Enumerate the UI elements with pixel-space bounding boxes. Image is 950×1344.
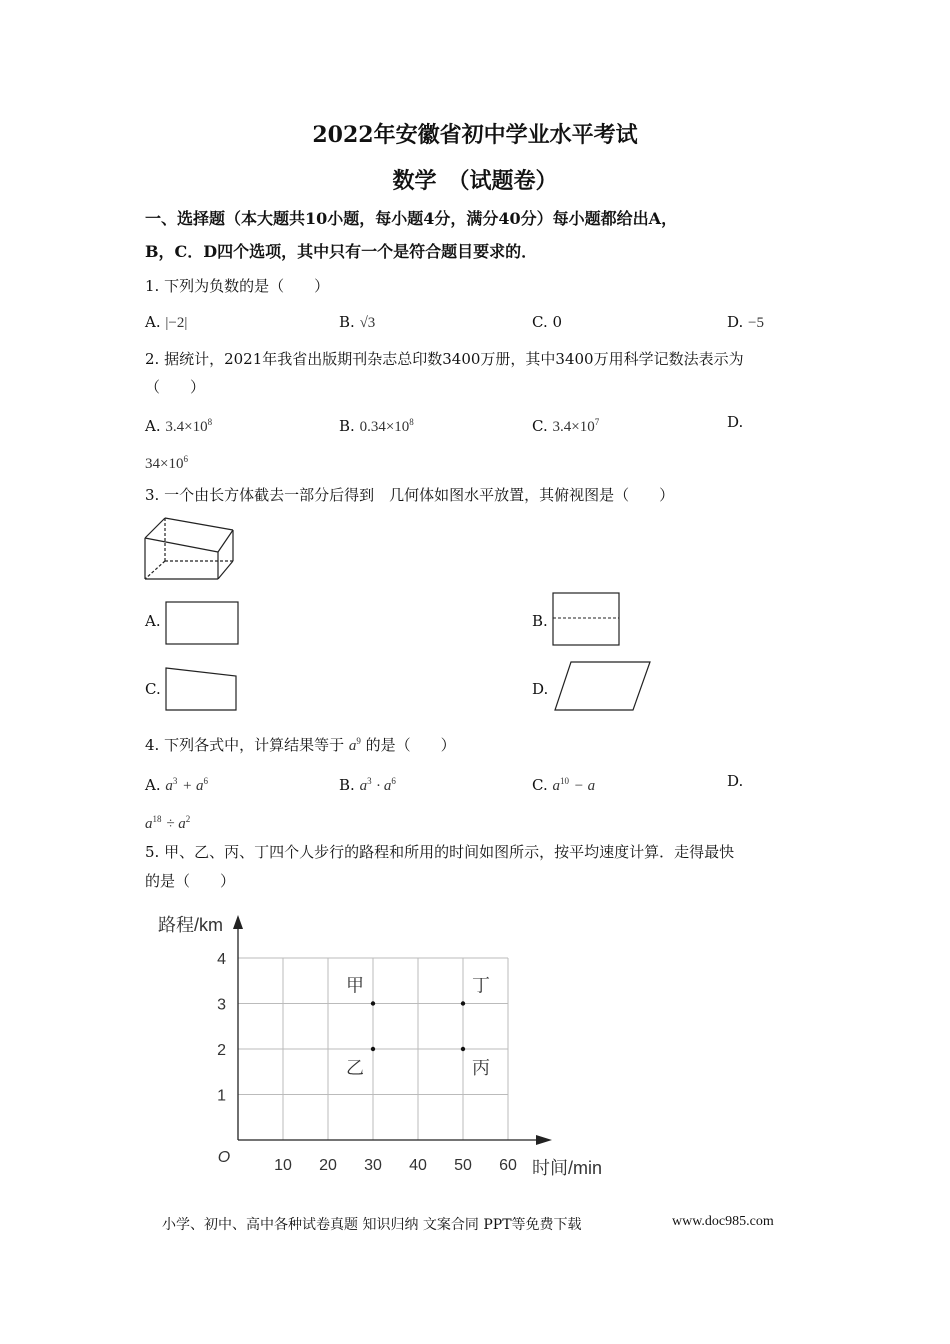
y-tick-label: 2 <box>217 1042 226 1059</box>
x-tick-label: 20 <box>319 1157 337 1174</box>
data-point <box>371 1001 375 1005</box>
x-tick-label: 60 <box>499 1157 517 1174</box>
data-point-label: 乙 <box>346 1058 364 1079</box>
q4-option-d-exp2: 2 <box>185 814 191 824</box>
q4-option-d-base2: ÷ a <box>166 816 186 832</box>
q4-option-c-tail: − a <box>573 778 596 794</box>
distance-time-chart <box>150 905 620 1185</box>
q4-option-a-base1: a <box>165 778 173 794</box>
q1-option-a-expr: |−2| <box>165 315 188 331</box>
q2-option-b-label: B. <box>339 417 355 435</box>
q2-option-a <box>145 413 212 436</box>
q4-option-c <box>532 772 595 795</box>
q4-option-c-base1: a <box>552 778 560 794</box>
x-tick-label: 10 <box>274 1157 292 1174</box>
q2-option-c <box>532 413 599 436</box>
q4-option-b-exp1: 3 <box>367 776 372 786</box>
q4-option-d-base1: a <box>145 816 153 832</box>
q4-option-c-exp1: 10 <box>560 776 569 786</box>
q3-solid-figure <box>140 512 240 584</box>
q5-stem-line1: 5. 甲、乙、丙、丁四个人步行的路程和所用的时间如图所示，按平均速度计算．走得最快 <box>145 843 735 861</box>
q2-option-c-label: C. <box>532 417 548 435</box>
q3-option-c-figure <box>164 666 240 712</box>
y-tick-label: 3 <box>217 996 226 1014</box>
q1-option-a <box>145 313 187 332</box>
q1-option-b-expr: √3 <box>359 315 376 331</box>
y-axis-arrow <box>233 915 243 929</box>
q4-option-d <box>145 810 190 833</box>
q1-option-d <box>727 313 764 332</box>
q4-option-b-base2: · a <box>376 778 392 794</box>
q1-option-b-label: B. <box>339 313 355 331</box>
q2-option-b <box>339 413 414 436</box>
y-axis-label: 路程/km <box>158 915 223 935</box>
q2-option-a-base: 3.4×10 <box>165 419 208 435</box>
q4-option-b-label: B. <box>339 776 355 794</box>
q4-option-b-base1: a <box>359 778 368 794</box>
data-point-label: 丙 <box>472 1058 490 1079</box>
footer-ad-text: 小学、初中、高中各种试卷真题 知识归纳 文案合同 PPT等免费下载 <box>162 1217 582 1233</box>
data-point-label: 甲 <box>346 975 364 997</box>
q2-option-a-label: A. <box>145 417 161 435</box>
q3-option-a-label: A. <box>145 612 161 630</box>
q4-stem-pre: 4. 下列各式中，计算结果等于 <box>145 736 345 754</box>
q2-option-b-base: 0.34×10 <box>359 419 410 435</box>
q4-stem-var: a <box>348 738 357 754</box>
x-tick-label: 50 <box>454 1157 472 1174</box>
q1-option-a-label: A. <box>145 313 161 331</box>
page-subtitle: 数学 （试题卷） <box>392 168 558 194</box>
q2-option-d-exp: 6 <box>183 454 188 464</box>
q4-option-a-base2: + a <box>182 778 204 794</box>
q4-stem-post: 的是（ ） <box>365 736 456 754</box>
q2-option-c-base: 3.4×10 <box>552 419 595 435</box>
q4-stem-exp: 9 <box>356 736 361 746</box>
x-axis-label: 时间/min <box>532 1158 603 1178</box>
q4-option-a-exp1: 3 <box>172 776 178 786</box>
q1-option-d-label: D. <box>727 313 744 331</box>
q2-option-d-base: 34×10 <box>145 456 184 472</box>
section-heading-line1: 一、选择题（本大题共10小题，每小题4分，满分40分）每小题都给出A， <box>145 209 678 228</box>
data-point <box>461 1047 465 1051</box>
q2-option-a-exp: 8 <box>207 417 213 427</box>
origin-label: O <box>217 1149 231 1166</box>
q4-option-c-label: C. <box>532 776 548 794</box>
q3-option-a-figure <box>164 600 240 646</box>
q4-option-d-label: D. <box>727 772 744 790</box>
q5-stem-line2: 的是（ ） <box>145 872 236 890</box>
q2-stem-line1: 2. 据统计，2021年我省出版期刊杂志总印数3400万册，其中3400万用科学记数法表示为 <box>145 350 744 368</box>
q4-option-b-exp2: 6 <box>391 776 396 786</box>
data-point <box>371 1047 375 1051</box>
x-tick-label: 40 <box>409 1157 427 1174</box>
q4-option-a-label: A. <box>145 776 161 794</box>
footer-url: www.doc985.com <box>672 1214 774 1229</box>
y-tick-label: 1 <box>217 1087 226 1105</box>
section-heading-line2: B，C．D四个选项，其中只有一个是符合题目要求的． <box>145 242 538 261</box>
q1-stem: 1. 下列为负数的是（ ） <box>145 277 330 295</box>
q4-option-a <box>145 772 208 795</box>
q4-option-b <box>339 772 396 795</box>
q3-option-b-label: B. <box>532 612 548 630</box>
data-point-label: 丁 <box>472 975 490 997</box>
q3-option-b-figure <box>551 591 621 647</box>
q2-option-c-exp: 7 <box>594 417 600 427</box>
x-axis-arrow <box>536 1135 552 1145</box>
data-point <box>461 1001 465 1005</box>
q3-stem: 3. 一个由长方体截去一部分后得到 几何体如图水平放置，其俯视图是（ ） <box>145 486 675 504</box>
q1-option-b <box>339 313 375 332</box>
q1-option-d-expr: −5 <box>748 315 765 331</box>
q2-option-b-exp: 8 <box>409 417 414 427</box>
q4-option-a-exp2: 6 <box>203 776 209 786</box>
q2-option-d-label: D. <box>727 413 744 431</box>
q4-stem <box>145 732 456 755</box>
q4-option-d-exp1: 18 <box>152 814 162 824</box>
x-tick-label: 30 <box>364 1157 382 1174</box>
y-tick-label: 4 <box>217 951 226 968</box>
q2-option-d <box>145 450 188 473</box>
q3-option-d-label: D. <box>532 680 549 698</box>
q3-option-c-label: C. <box>145 680 161 698</box>
page-title: 2022年安徽省初中学业水平考试 <box>312 122 638 148</box>
q2-stem-line2: （ ） <box>145 378 206 396</box>
q1-option-c: C. 0 <box>532 313 563 331</box>
q3-option-d-figure <box>553 660 653 712</box>
